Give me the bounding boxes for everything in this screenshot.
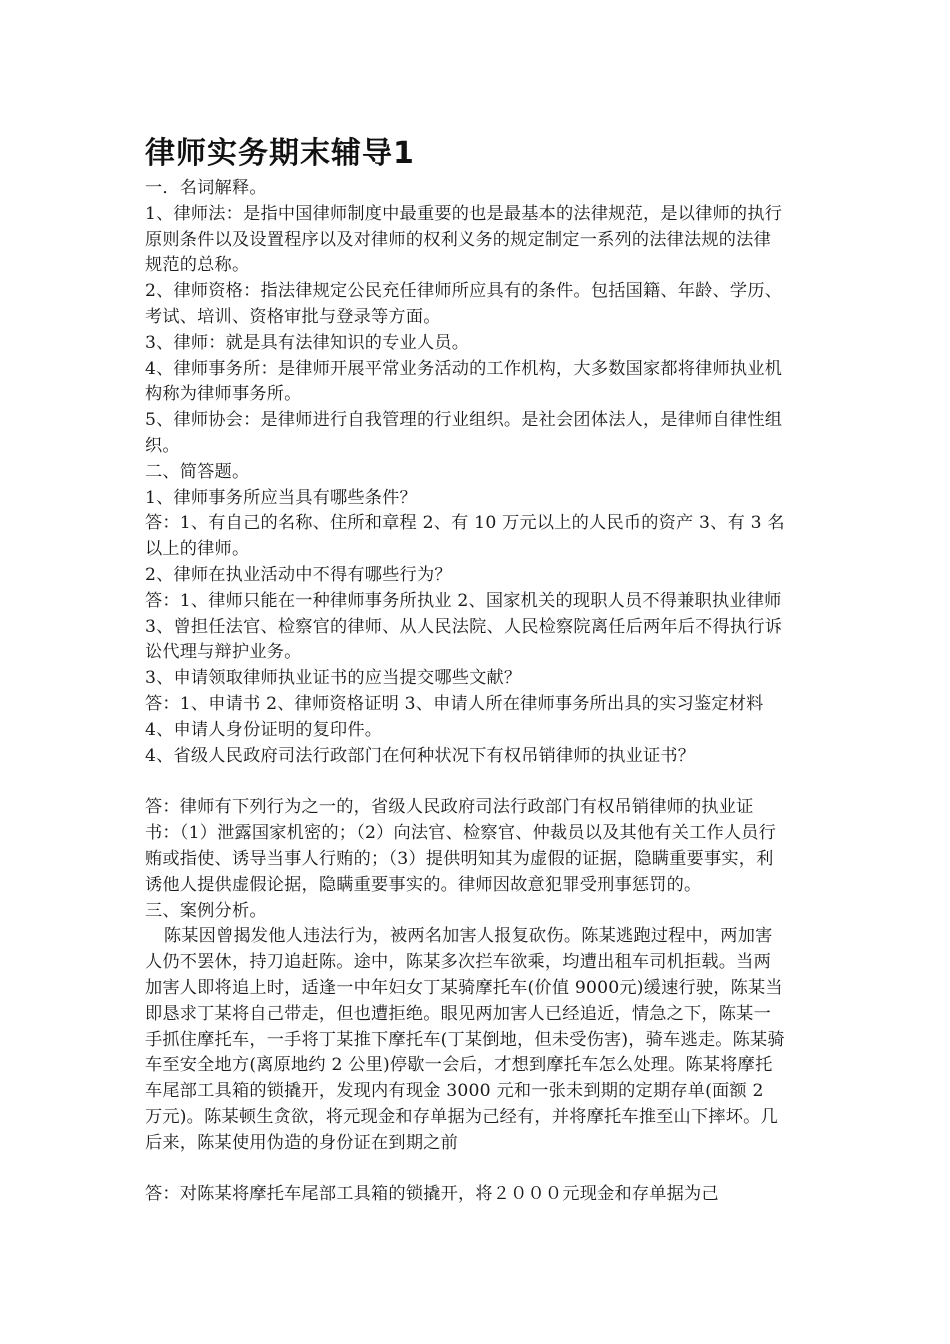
term-lawyer: 3、律师：就是具有法律知识的专业人员。 xyxy=(145,332,470,353)
term-lawyer-law: 1、律师法：是指中国律师制度中最重要的也是最基本的法律规范，是以律师的执行原则条件以及设置程序以及对律师的权利义务的规定制定一系列的法律法规的法律规范的总称。 xyxy=(145,203,783,276)
section-heading-terms: 一．名词解释。 xyxy=(145,178,267,198)
case-text: 陈某因曾揭发他人违法行为，被两名加害人报复砍伤。陈某逃跑过程中，两加害人仍不罢休，持刀追赶陈。途中，陈某多次拦车欲乘，均遭出租车司机拒载。当两加害人即将追上时，适逢一中年妇女丁某骑摩托车(价值 9000元)缓速行驶，陈某当即恳求丁某将自己带走，但也遭拒绝。眼见两加害人已经追近，情急之下，陈某一手抓住摩托车，一手将丁某推下摩托车(丁某倒地，但未受伤害)，骑车逃走。陈某骑车至安全地方(离原地约 2 公里)停歇一会后，才想到摩托车怎么处理。陈某将摩托车尾部工具箱的锁撬开，发现内有现金 3000 元和一张未到期的定期存单(面额 2 万元)。陈某顿生贪欲，将元现金和存单据为己经有，并将摩托车推至山下摔坏。几后来，陈某使用伪造的身份证在到期之前 xyxy=(145,926,785,1153)
question-4: 4、省级人民政府司法行政部门在何种状况下有权吊销律师的执业证书？ xyxy=(145,745,696,766)
term-law-firm: 4、律师事务所：是律师开展平常业务活动的工作机构，大多数国家都将律师执业机构称为律师事务所。 xyxy=(145,358,783,405)
question-3: 3、申请领取律师执业证书的应当提交哪些文献？ xyxy=(145,668,522,689)
blank-line xyxy=(145,769,785,795)
answer-1: 答：1、有自己的名称、住所和章程 2、有 10 万元以上的人民币的资产 3、有 3 名以上的律师。 xyxy=(145,513,785,560)
question-2: 2、律师在执业活动中不得有哪些行为？ xyxy=(145,564,452,585)
document-body xyxy=(145,132,785,1208)
section-heading-case-analysis: 三、案例分析。 xyxy=(145,900,267,921)
term-lawyer-qualification: 2、律师资格：指法律规定公民充任律师所应具有的条件。包括国籍、年龄、学历、考试、培训、资格审批与登录等方面。 xyxy=(145,281,783,327)
question-1: 1、律师事务所应当具有哪些条件？ xyxy=(145,487,417,508)
answer-2: 答：1、律师只能在一种律师事务所执业 2、国家机关的现职人员不得兼职执业律师 3、曾担任法官、检察官的律师、从人民法院、人民检察院离任后两年后不得执行诉讼代理与辩护业务。 xyxy=(145,590,783,663)
answer-4: 答：律师有下列行为之一的，省级人民政府司法行政部门有权吊销律师的执业证书：（1）泄露国家机密的；（2）向法官、检察官、仲裁员以及其他有关工作人员行贿或指使、诱导当事人行贿的；（3）提供明知其为虚假的证据，隐瞒重要事实，利诱他人提供虚假论据，隐瞒重要事实的。律师因故意犯罪受刑事惩罚的。 xyxy=(145,797,777,895)
section-heading-short-answer: 二、简答题。 xyxy=(145,461,250,482)
blank-line xyxy=(145,1156,785,1182)
document-title: 律师实务期末辅导1 xyxy=(145,136,415,171)
case-answer: 答：对陈某将摩托车尾部工具箱的锁撬开，将２０００元现金和存单据为己 xyxy=(145,1184,719,1205)
term-bar-association: 5、律师协会：是律师进行自我管理的行业组织。是社会团体法人，是律师自律性组织。 xyxy=(145,410,783,456)
answer-3: 答：1、申请书 2、律师资格证明 3、申请人所在律师事务所出具的实习鉴定材料 4、申请人身份证明的复印件。 xyxy=(145,693,764,740)
